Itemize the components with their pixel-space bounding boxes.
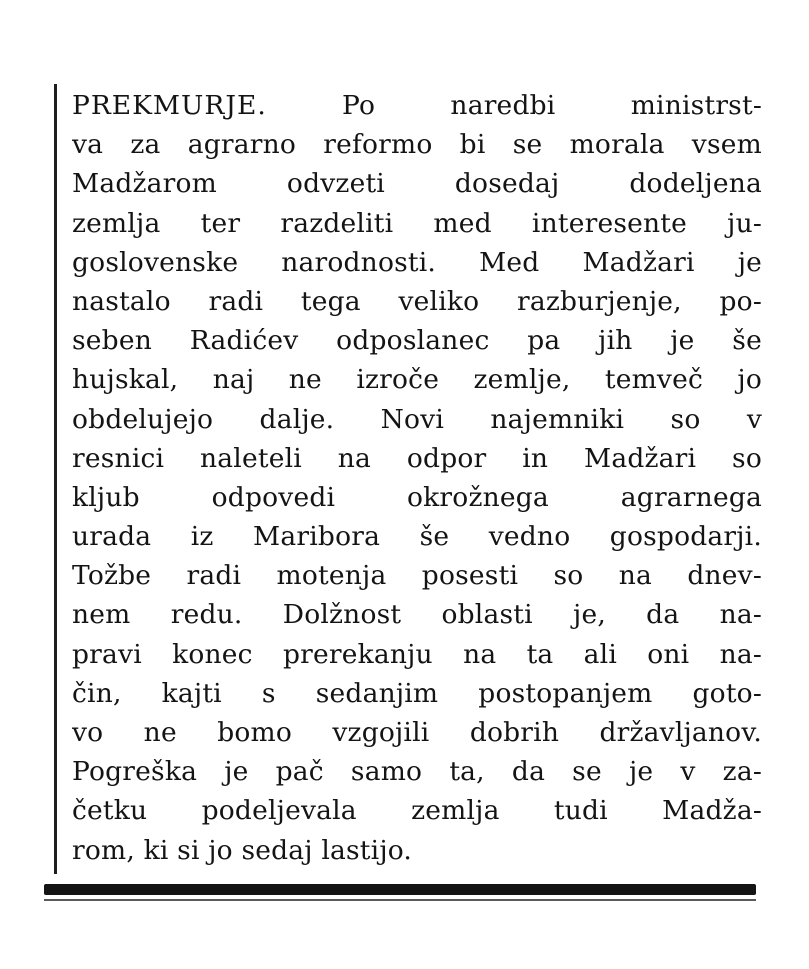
article-line-10: resnici naleteli na odpor in Madžari so <box>72 442 762 474</box>
article-line-17: vo ne bomo vzgojili dobrih državljanov. <box>72 717 762 748</box>
left-column-rule <box>54 84 57 874</box>
article-heading: PREKMURJE. <box>72 90 267 121</box>
article-line-1 <box>72 86 762 125</box>
article-line-14: nem redu. Dolžnost oblasti je, da na- <box>72 599 762 631</box>
article-line-11: kljub odpovedi okrožnega agrarnega <box>72 481 762 513</box>
article-line-4: zemlja ter razdeliti med interesente ju- <box>72 207 762 239</box>
article-body <box>72 86 762 870</box>
article-line-12: urada iz Maribora še vedno gospodarji. <box>72 521 762 553</box>
bottom-rule-thin <box>44 899 756 901</box>
article-line-5: goslovenske narodnosti. Med Madžari je <box>72 246 762 278</box>
article-line-16: čin, kajti s sedanjim postopanjem goto- <box>72 677 762 709</box>
article-line-6: nastalo radi tega veliko razburjenje, po- <box>72 285 762 317</box>
article-line-9: obdelujejo dalje. Novi najemniki so v <box>72 403 762 435</box>
article-line-2: va za agrarno reformo bi se morala vsem <box>72 129 762 161</box>
article-line-18: Pogreška je pač samo ta, da se je v za- <box>72 756 762 788</box>
article-line-19: četku podeljevala zemlja tudi Madža- <box>72 795 762 827</box>
article-line-15: pravi konec prerekanju na ta ali oni na- <box>72 638 762 670</box>
article-line-3: Madžarom odvzeti dosedaj dodeljena <box>72 168 762 200</box>
article-line-7: seben Radićev odposlanec pa jih je še <box>72 325 762 357</box>
bottom-rule <box>44 884 756 895</box>
article-line-8: hujskal, naj ne izroče zemlje, temveč jo <box>72 364 762 396</box>
article-line-13: Tožbe radi motenja posesti so na dnev- <box>72 560 762 592</box>
article-line-text: Po naredbi ministrst- <box>342 90 762 121</box>
article-line-20: rom, ki si jo sedaj lastijo. <box>72 834 413 866</box>
